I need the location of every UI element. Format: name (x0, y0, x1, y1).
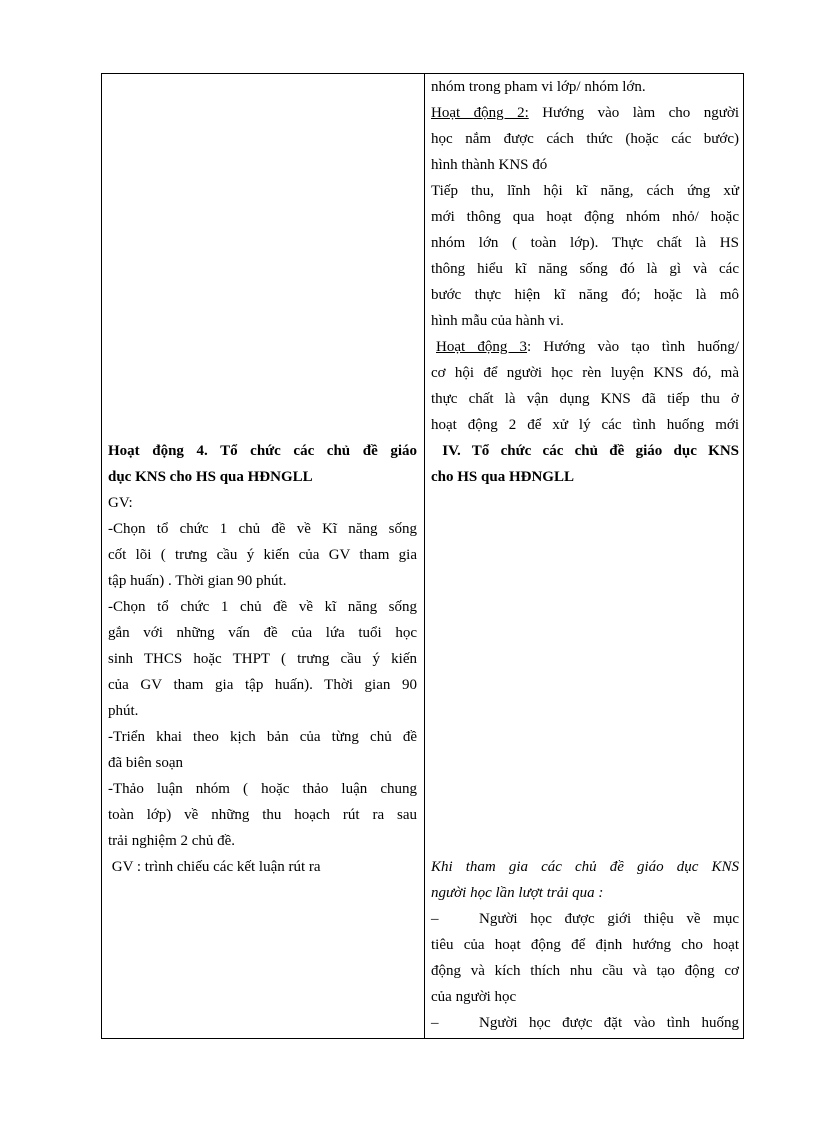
text-line: cốt lõi ( trưng cầu ý kiến của GV tham gia (108, 547, 417, 563)
content-table (101, 73, 744, 1039)
section-heading: cho HS qua HĐNGLL (431, 469, 574, 485)
hoat-dong-2-line: Hoạt động 2: Hướng vào làm cho người (431, 105, 739, 121)
text-line: hình thành KNS đó (431, 157, 548, 173)
text-line: hoạt động 2 để xử lý các tình huống mới (431, 417, 739, 433)
italic-line: Khi tham gia các chủ đề giáo dục KNS (431, 859, 739, 875)
text-line: -Chọn tổ chức 1 chủ đề về kĩ năng sống (108, 599, 417, 615)
column-divider (424, 74, 425, 1038)
text-line: hình mẫu của hành vi. (431, 313, 564, 329)
text-line: -Chọn tổ chức 1 chủ đề về Kĩ năng sống (108, 521, 417, 537)
text-line: tập huấn) . Thời gian 90 phút. (108, 573, 287, 589)
text-line: đã biên soạn (108, 755, 183, 771)
right-top-block (431, 74, 739, 438)
gv-label: GV: (108, 495, 133, 511)
text-line: trải nghiệm 2 chủ đề. (108, 833, 236, 849)
text-line: nhóm lớn ( toàn lớp). Thực chất là HS (431, 235, 739, 251)
hoat-dong-3-line: Hoạt động 3: Hướng vào tạo tình huống/ (436, 339, 739, 355)
dash-bullet: – (431, 1015, 439, 1031)
text-line: mới thông qua hoạt động nhóm nhỏ/ hoặc (431, 209, 739, 225)
right-bottom-block (431, 854, 739, 1036)
text-line: Tiếp thu, lĩnh hội kĩ năng, cách ứng xử (431, 183, 739, 199)
hoat-dong-2-label: Hoạt động 2: (431, 105, 529, 121)
text-line: gắn với những vấn đề của lứa tuổi học (108, 625, 417, 641)
text-line: thông hiểu kĩ năng sống đó là gì và các (431, 261, 739, 277)
hoat-dong-3-label: Hoạt động 3 (436, 339, 528, 355)
text-line: phút. (108, 703, 139, 719)
text-line: cơ hội để người học rèn luyện KNS đó, mà (431, 365, 739, 381)
right-section-iv-block (431, 438, 739, 490)
text-line: nhóm trong pham vi lớp/ nhóm lớn. (431, 79, 646, 95)
text-line: toàn lớp) về những thu hoạch rút ra sau (108, 807, 417, 823)
text-line: -Triển khai theo kịch bản của từng chủ đề (108, 729, 417, 745)
text-line: tiêu của hoạt động để định hướng cho hoạt (431, 937, 739, 953)
text-line: sinh THCS hoặc THPT ( trưng cầu ý kiến (108, 651, 417, 667)
left-conclusion-block (108, 854, 417, 880)
left-activity-block (108, 438, 417, 854)
text-line: bước thực hiện kĩ năng đó; hoặc là mô (431, 287, 739, 303)
section-heading: Hoạt động 4. Tổ chức các chủ đề giáo (108, 443, 417, 459)
text-line: -Thảo luận nhóm ( hoặc thảo luận chung (108, 781, 417, 797)
text-line: động và kích thích nhu cầu và tạo động cơ (431, 963, 739, 979)
section-heading: dục KNS cho HS qua HĐNGLL (108, 469, 313, 485)
text-line: thực chất là vận dụng KNS đã tiếp thu ở (431, 391, 739, 407)
text-line: của người học (431, 989, 517, 1005)
text-line: của GV tham gia tập huấn). Thời gian 90 (108, 677, 417, 693)
dash-bullet: – (431, 911, 439, 927)
section-heading: IV. Tổ chức các chủ đề giáo dục KNS (431, 443, 739, 459)
text-line: học nắm được cách thức (hoặc các bước) (431, 131, 739, 147)
bullet-item: – Người học được giới thiệu về mục (431, 906, 739, 932)
italic-line: người học lần lượt trải qua : (431, 885, 604, 901)
bullet-item: – Người học được đặt vào tình huống (431, 1010, 739, 1036)
gv-conclusion: GV : trình chiếu các kết luận rút ra (108, 859, 321, 875)
